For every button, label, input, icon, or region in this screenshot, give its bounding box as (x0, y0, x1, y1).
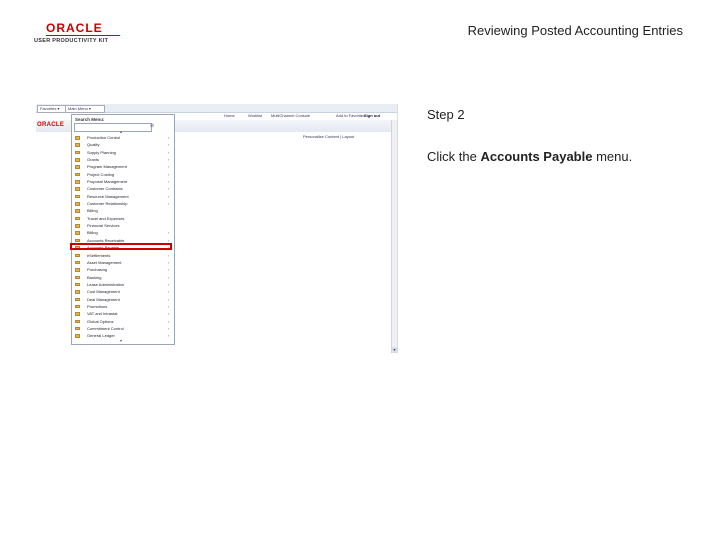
menu-item[interactable] (72, 252, 174, 259)
folder-icon (75, 195, 80, 199)
menu-item[interactable] (72, 178, 174, 185)
home-link[interactable]: Home (224, 113, 235, 118)
menu-item[interactable] (72, 288, 174, 295)
menu-item-label: Customer Relationship (87, 201, 128, 207)
folder-icon (75, 151, 80, 155)
submenu-arrow-icon: › (168, 157, 170, 163)
menu-item[interactable] (72, 310, 174, 317)
submenu-arrow-icon: › (168, 230, 170, 236)
menu-item[interactable] (72, 207, 174, 214)
menu-item-label: VAT and Intrastat (87, 311, 118, 317)
menu-item-label: Customer Contracts (87, 186, 123, 192)
menu-item-label: Accounts Receivable (87, 237, 125, 243)
folder-icon (75, 136, 80, 140)
menu-item[interactable] (72, 332, 174, 339)
menu-scroll-up-icon[interactable]: ▴ (120, 129, 123, 134)
document-title: Reviewing Posted Accounting Entries (467, 23, 683, 38)
menu-item-label: Supply Planning (87, 149, 116, 155)
menu-item[interactable] (72, 222, 174, 229)
logo-rule (46, 35, 120, 36)
folder-icon (75, 305, 80, 309)
folder-icon (75, 268, 80, 272)
menu-item[interactable] (72, 141, 174, 148)
menu-item[interactable] (72, 266, 174, 273)
folder-icon (75, 173, 80, 177)
folder-icon (75, 320, 80, 324)
instruction-target: Accounts Payable (480, 149, 593, 164)
step-label: Step 2 (427, 107, 465, 122)
menu-item[interactable] (72, 149, 174, 156)
folder-icon (75, 202, 80, 206)
folder-icon (75, 143, 80, 147)
submenu-arrow-icon: › (168, 318, 170, 324)
folder-icon (75, 334, 80, 338)
menu-item-label: eSettlements (87, 252, 111, 258)
submenu-arrow-icon: › (168, 171, 170, 177)
favorites-tab[interactable]: Favorites ▾ (37, 105, 67, 113)
submenu-arrow-icon: › (168, 179, 170, 185)
instruction-suffix: menu. (592, 149, 633, 164)
menu-item[interactable] (72, 296, 174, 303)
folder-icon (75, 239, 80, 243)
folder-icon (75, 180, 80, 184)
submenu-arrow-icon: › (168, 274, 170, 280)
submenu-arrow-icon: › (168, 164, 170, 170)
folder-icon (75, 158, 80, 162)
accounts-payable-highlight (70, 243, 172, 250)
folder-icon (75, 290, 80, 294)
submenu-arrow-icon: › (168, 186, 170, 192)
search-menu-label: Search Menu: (75, 117, 105, 122)
menu-item-label: Project Costing (87, 171, 115, 177)
worklist-link[interactable]: Worklist (248, 113, 263, 118)
menu-item-label: Billing (87, 230, 98, 236)
submenu-arrow-icon: › (168, 149, 170, 155)
menu-item-label: Lease Administration (87, 281, 125, 287)
menu-item[interactable] (72, 156, 174, 163)
page-scrollbar[interactable] (391, 120, 397, 353)
menu-item[interactable] (72, 134, 174, 141)
folder-icon (75, 276, 80, 280)
submenu-arrow-icon: › (168, 333, 170, 339)
menu-item[interactable] (72, 259, 174, 266)
submenu-arrow-icon: › (168, 311, 170, 317)
logo-subtitle: USER PRODUCTIVITY KIT (34, 38, 109, 44)
menu-item-label: Grants (87, 157, 100, 163)
menu-item-label: Deal Management (87, 296, 120, 302)
menu-item-label: Banking (87, 274, 102, 280)
multichannel-console-link[interactable]: MultiChannel Console (271, 113, 311, 118)
submenu-arrow-icon: › (168, 245, 170, 251)
folder-icon (75, 327, 80, 331)
search-go-icon[interactable]: ⊘ (150, 123, 155, 129)
folder-icon (75, 312, 80, 316)
menu-item[interactable] (72, 215, 174, 222)
menu-item[interactable] (72, 318, 174, 325)
folder-icon (75, 231, 80, 235)
instruction-prefix: Click the (427, 149, 481, 164)
logo-brand: ORACLE (46, 21, 103, 35)
menu-item[interactable] (72, 171, 174, 178)
submenu-arrow-icon: › (168, 267, 170, 273)
menu-item[interactable] (72, 229, 174, 236)
menu-item[interactable] (72, 185, 174, 192)
main-menu-tab[interactable]: Main Menu ▾ (65, 105, 105, 113)
folder-icon (75, 298, 80, 302)
menu-item-list (72, 134, 174, 340)
submenu-arrow-icon: › (168, 281, 170, 287)
menu-item-label: Program Management (87, 164, 127, 170)
menu-item[interactable] (72, 163, 174, 170)
menu-item-label: Billing (87, 208, 98, 214)
menu-item-label: Proposal Management (87, 179, 128, 185)
menu-item-label: Resource Management (87, 193, 129, 199)
folder-icon (75, 165, 80, 169)
oracle-upk-logo (34, 22, 134, 44)
submenu-arrow-icon: › (168, 193, 170, 199)
menu-item-label: Asset Management (87, 259, 122, 265)
personalize-links[interactable]: Personalize Content | Layout (303, 134, 355, 139)
folder-icon (75, 209, 80, 213)
submenu-arrow-icon: › (168, 201, 170, 207)
top-tab-bar (36, 104, 397, 113)
menu-item-label: Cost Management (87, 289, 120, 295)
menu-item-label: Travel and Expenses (87, 215, 125, 221)
submenu-arrow-icon: › (168, 259, 170, 265)
folder-icon (75, 224, 80, 228)
menu-item-label: Purchasing (87, 267, 108, 273)
submenu-arrow-icon: › (168, 252, 170, 258)
submenu-arrow-icon: › (168, 142, 170, 148)
submenu-arrow-icon: › (168, 303, 170, 309)
menu-item-label: Quality (87, 142, 100, 148)
folder-icon (75, 187, 80, 191)
scroll-down-arrow-icon[interactable]: ▾ (393, 347, 396, 352)
folder-icon (75, 261, 80, 265)
folder-icon (75, 217, 80, 221)
sign-out-link[interactable]: Sign out (364, 113, 380, 118)
submenu-arrow-icon: › (168, 237, 170, 243)
add-to-favorites-link[interactable]: Add to Favorites (336, 113, 366, 118)
folder-icon (75, 283, 80, 287)
submenu-arrow-icon: › (168, 325, 170, 331)
search-menu-input[interactable] (74, 123, 155, 132)
menu-item-label: Financial Services (87, 223, 120, 229)
menu-item[interactable] (72, 281, 174, 288)
menu-item-label: Accounts Payable (87, 245, 120, 251)
menu-item-label: Commitment Control (87, 325, 124, 331)
menu-item[interactable] (72, 325, 174, 332)
submenu-arrow-icon: › (168, 289, 170, 295)
menu-scroll-down-icon[interactable]: ▾ (120, 338, 123, 343)
app-logo: ORACLE (37, 122, 65, 128)
submenu-arrow-icon: › (168, 135, 170, 140)
menu-item[interactable] (72, 193, 174, 200)
menu-item-label: General Ledger (87, 333, 115, 339)
step-instruction (427, 149, 632, 164)
menu-item[interactable] (72, 303, 174, 310)
menu-item[interactable] (72, 200, 174, 207)
main-menu-dropdown (71, 114, 175, 345)
menu-item-label: Production Control (87, 135, 121, 140)
folder-icon (75, 254, 80, 258)
menu-item[interactable] (72, 274, 174, 281)
menu-item-label: Global Options (87, 318, 114, 324)
menu-item-label: Promotions (87, 303, 108, 309)
submenu-arrow-icon: › (168, 296, 170, 302)
